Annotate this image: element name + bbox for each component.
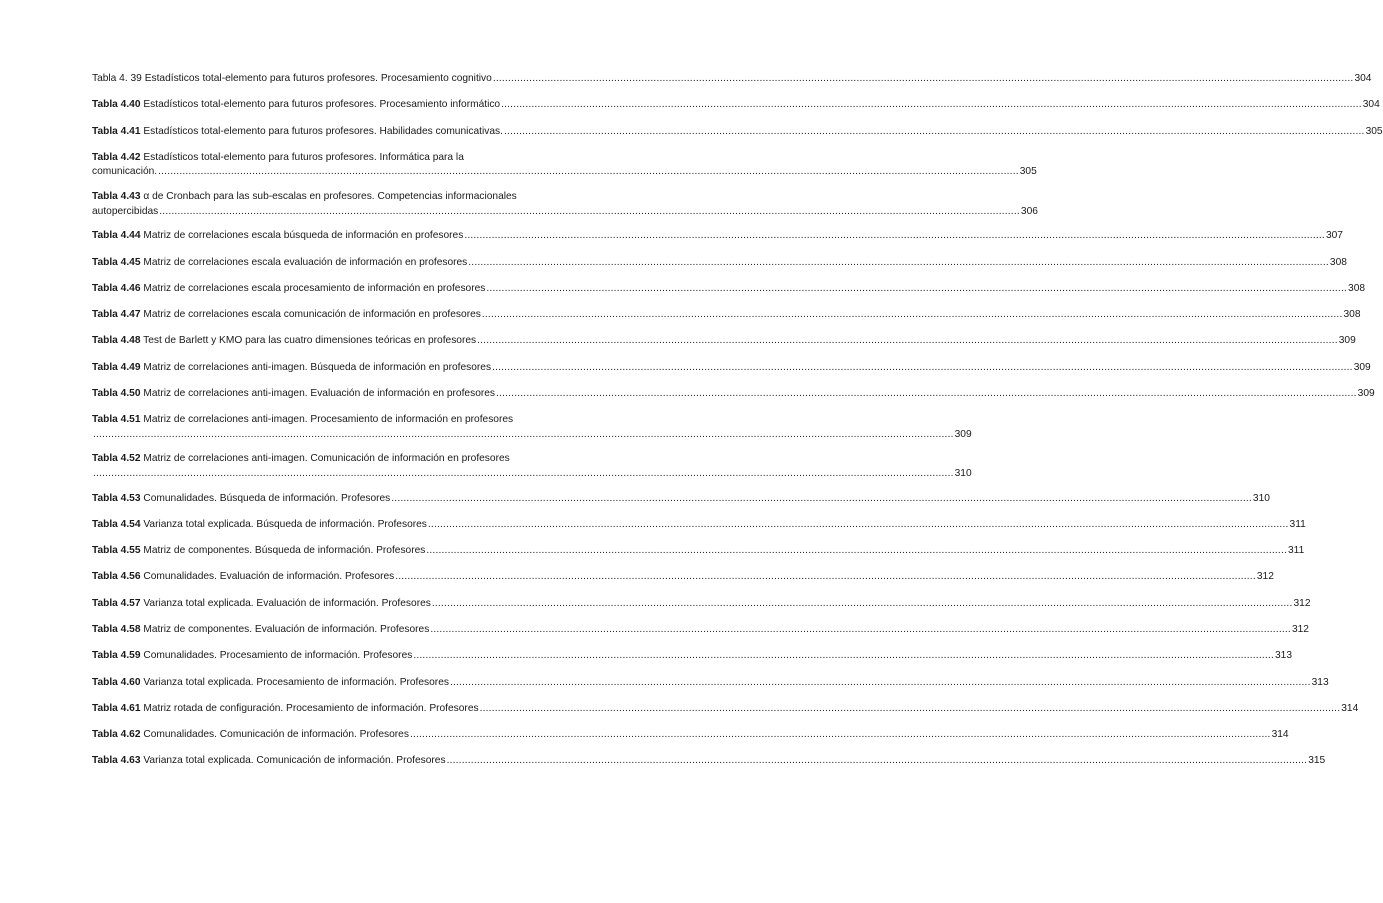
- page-number: 309: [1338, 335, 1356, 347]
- toc-entry[interactable]: [92, 72, 1372, 87]
- page-number: 313: [1274, 650, 1292, 662]
- entry-title: [92, 518, 427, 533]
- toc-entry[interactable]: [92, 98, 1380, 113]
- page-number: 312: [1256, 571, 1274, 583]
- dot-leader: [447, 754, 1308, 769]
- table-number: Tabla 4.44: [92, 230, 141, 242]
- dot-leader: [413, 649, 1274, 664]
- entry-title-text: Comunalidades. Búsqueda de información. Profesores: [143, 492, 391, 504]
- table-number: Tabla 4.63: [92, 755, 141, 767]
- table-number: Tabla 4.51: [92, 414, 141, 426]
- toc-entry[interactable]: [92, 229, 1343, 244]
- entry-title-text: Estadísticos total-elemento para futuros profesores. Procesamiento informático: [143, 99, 501, 111]
- dot-leader: [501, 98, 1362, 113]
- entry-title-text: α de Cronbach para las sub-escalas en profesores. Competencias informacionales: [143, 191, 517, 203]
- table-number: Tabla 4.60: [92, 676, 141, 688]
- entry-title: [92, 649, 412, 664]
- table-number: Tabla 4.58: [92, 623, 141, 635]
- entry-title-text: Comunalidades. Evaluación de información. Profesores: [143, 571, 395, 583]
- table-number: Tabla 4.47: [92, 309, 141, 321]
- entry-title: [92, 728, 409, 743]
- toc-entry[interactable]: [92, 676, 1329, 691]
- entry-title: [92, 544, 425, 559]
- table-number: Tabla 4.40: [92, 99, 141, 111]
- dot-leader: [410, 728, 1271, 743]
- dot-leader: [93, 467, 954, 482]
- table-number: Tabla 4.56: [92, 571, 141, 583]
- entry-title-text: Matriz de correlaciones anti-imagen. Comunicación de información en profesores: [143, 453, 510, 465]
- dot-leader: [482, 308, 1343, 323]
- dot-leader: [450, 676, 1311, 691]
- entry-title-text: Matriz de correlaciones escala procesamiento de información en profesores: [143, 282, 486, 294]
- page-number: 304: [1362, 99, 1380, 111]
- table-number: Tabla 4.48: [92, 335, 141, 347]
- dot-leader: [504, 125, 1365, 140]
- toc-entry[interactable]: [92, 282, 1366, 297]
- page-number: 305: [1019, 166, 1037, 178]
- dot-leader: [468, 256, 1329, 271]
- dot-leader: [391, 492, 1252, 507]
- entry-title: [92, 308, 481, 323]
- table-number: Tabla 4.46: [92, 282, 141, 294]
- page-number: 308: [1329, 256, 1347, 268]
- toc-entry[interactable]: [92, 308, 1361, 323]
- entry-title-text: Varianza total explicada. Evaluación de información. Profesores: [143, 597, 431, 609]
- table-number: Tabla 4.62: [92, 729, 141, 741]
- toc-entry[interactable]: [92, 544, 1305, 559]
- entry-title-text: Matriz de correlaciones anti-imagen. Procesamiento de información en profesores: [143, 414, 514, 426]
- dot-leader: [492, 361, 1353, 376]
- entry-title-text: Estadísticos total-elemento para futuros profesores. Habilidades comunicativas.: [143, 125, 503, 137]
- page-number: 308: [1348, 282, 1366, 294]
- page-number: 305: [1365, 125, 1383, 137]
- table-number: Tabla 4.49: [92, 361, 141, 373]
- page-number: 314: [1271, 729, 1289, 741]
- table-number: Tabla 4.59: [92, 650, 141, 662]
- table-number: Tabla 4. 39: [92, 73, 142, 84]
- entry-title-text: Comunalidades. Comunicación de información. Profesores: [143, 729, 409, 741]
- entry-title-text: Test de Barlett y KMO para las cuatro dimensiones teóricas en profesores: [143, 335, 477, 347]
- entry-title-continuation: comunicación.: [92, 166, 158, 178]
- table-number: Tabla 4.52: [92, 453, 141, 465]
- entry-title: [92, 387, 495, 402]
- page-number: 312: [1293, 597, 1311, 609]
- toc-entry[interactable]: [92, 623, 1309, 638]
- dot-leader: [395, 570, 1256, 585]
- entry-title-text: Matriz de componentes. Evaluación de información. Profesores: [143, 623, 430, 635]
- entry-title: [92, 256, 467, 271]
- entry-title: [92, 282, 485, 297]
- page-number: 308: [1343, 309, 1361, 321]
- entry-title-text: Comunalidades. Procesamiento de información. Profesores: [143, 650, 413, 662]
- page-number: 306: [1020, 205, 1038, 217]
- entry-title: [92, 597, 431, 612]
- entry-title: [92, 676, 449, 691]
- entry-title-text: Matriz de componentes. Búsqueda de información. Profesores: [143, 545, 426, 557]
- table-number: Tabla 4.43: [92, 191, 141, 203]
- toc-entry[interactable]: [92, 570, 1274, 585]
- entry-title: [92, 98, 500, 113]
- page-number: 304: [1354, 73, 1372, 84]
- table-number: Tabla 4.50: [92, 387, 141, 399]
- toc-entry[interactable]: [92, 728, 1289, 743]
- toc-entry[interactable]: [92, 151, 1037, 180]
- entry-title: [92, 151, 546, 166]
- page-number: 314: [1341, 702, 1359, 714]
- entry-title: [92, 125, 503, 140]
- table-number: Tabla 4.42: [92, 151, 141, 163]
- entry-title: [92, 570, 394, 585]
- page-number: 311: [1289, 518, 1306, 530]
- entry-title-text: Matriz de correlaciones escala comunicación de información en profesores: [143, 309, 481, 321]
- dot-leader: [480, 702, 1341, 717]
- dot-leader: [432, 597, 1293, 612]
- toc-entry[interactable]: [92, 754, 1326, 769]
- page-number: 309: [1357, 387, 1375, 399]
- table-number: Tabla 4.55: [92, 545, 141, 557]
- dot-leader: [486, 282, 1347, 297]
- entry-title-text: Matriz de correlaciones anti-imagen. Búsqueda de información en profesores: [143, 361, 492, 373]
- toc-entry[interactable]: [92, 334, 1356, 349]
- page-number: 310: [954, 467, 972, 479]
- page-number: 309: [1353, 361, 1371, 373]
- entry-title: [92, 72, 492, 87]
- table-number: Tabla 4.41: [92, 125, 141, 137]
- toc-entry[interactable]: [92, 649, 1292, 664]
- toc-entry[interactable]: [92, 597, 1311, 612]
- dot-leader: [159, 205, 1020, 220]
- dot-leader: [493, 72, 1354, 87]
- entry-title: [92, 190, 546, 205]
- dot-leader: [464, 229, 1325, 244]
- entry-title-text: Matriz de correlaciones anti-imagen. Evaluación de información en profesores: [143, 387, 496, 399]
- dot-leader: [158, 165, 1019, 180]
- dot-leader: [93, 428, 954, 443]
- table-number: Tabla 4.45: [92, 256, 141, 268]
- entry-title: [92, 702, 479, 717]
- entry-title-text: Matriz rotada de configuración. Procesamiento de información. Profesores: [143, 702, 479, 714]
- entry-title-text: Varianza total explicada. Procesamiento de información. Profesores: [143, 676, 449, 688]
- dot-leader: [430, 623, 1291, 638]
- dot-leader: [477, 334, 1338, 349]
- toc-entry[interactable]: [92, 702, 1359, 717]
- toc-entry[interactable]: [92, 413, 972, 442]
- table-number: Tabla 4.53: [92, 492, 141, 504]
- entry-title: [92, 413, 546, 428]
- toc-entry[interactable]: [92, 518, 1306, 533]
- page-number: 311: [1288, 545, 1305, 557]
- toc-entry[interactable]: [92, 190, 1038, 219]
- dot-leader: [428, 518, 1289, 533]
- table-number: Tabla 4.61: [92, 702, 141, 714]
- page-number: 307: [1325, 230, 1343, 242]
- entry-title: [92, 452, 546, 467]
- page-number: 309: [954, 428, 972, 440]
- entry-title: [92, 334, 476, 349]
- toc-entry[interactable]: [92, 387, 1375, 402]
- page-number: 310: [1252, 492, 1270, 504]
- toc-entry[interactable]: [92, 492, 1270, 507]
- entry-title: [92, 754, 446, 769]
- entry-title: [92, 492, 390, 507]
- entry-title-text: Estadísticos total-elemento para futuros profesores. Procesamiento cognitivo: [144, 73, 492, 84]
- dot-leader: [426, 544, 1287, 559]
- entry-title-text: Varianza total explicada. Búsqueda de información. Profesores: [143, 518, 427, 530]
- entry-title: [92, 361, 491, 376]
- page-number: 312: [1291, 623, 1309, 635]
- dot-leader: [496, 387, 1357, 402]
- table-number: Tabla 4.54: [92, 518, 141, 530]
- table-of-tables: [92, 72, 1383, 781]
- table-number: Tabla 4.57: [92, 597, 141, 609]
- page-number: 315: [1308, 755, 1326, 767]
- toc-entry[interactable]: [92, 361, 1371, 376]
- toc-entry[interactable]: [92, 452, 972, 481]
- page-number: 313: [1311, 676, 1329, 688]
- entry-title: [92, 623, 429, 638]
- toc-entry[interactable]: [92, 256, 1347, 271]
- entry-title-continuation: autopercibidas: [92, 205, 159, 217]
- entry-title-text: Estadísticos total-elemento para futuros profesores. Informática para la: [143, 151, 464, 163]
- entry-title-text: Matriz de correlaciones escala evaluación de información en profesores: [143, 256, 468, 268]
- toc-entry[interactable]: [92, 125, 1383, 140]
- entry-title-text: Varianza total explicada. Comunicación de información. Profesores: [143, 755, 446, 767]
- entry-title-text: Matriz de correlaciones escala búsqueda de información en profesores: [143, 230, 464, 242]
- entry-title: [92, 229, 463, 244]
